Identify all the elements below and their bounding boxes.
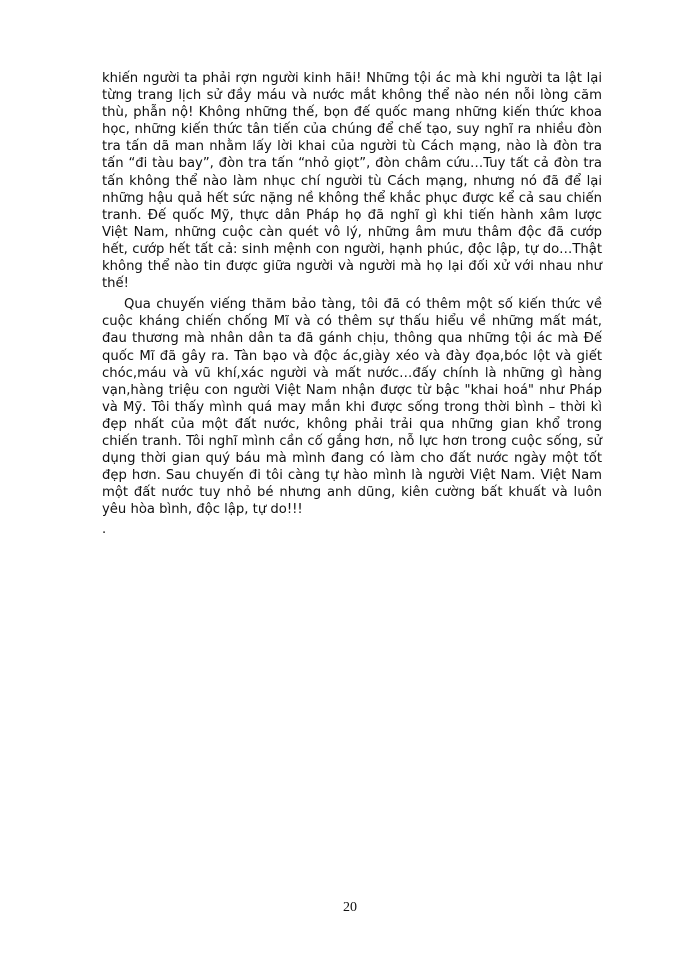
page-number: 20 xyxy=(343,900,357,915)
trailing-mark: . xyxy=(102,522,107,537)
paragraph-1: khiến người ta phải rợn người kinh hãi! Những tội ác mà khi người ta lật lại từng trang lịch sử đầy máu và nước mắt không thể nào nén nỗi lòng căm thù, phẫn nộ! Không những thế, bọn đế quốc mang những kiến thức khoa học, những kiến thức tân tiến của chúng để chế tạo, suy nghĩ ra nhiều đòn tra tấn dã man nhằm lấy lời khai của người tù Cách mạng, nào là đòn tra tấn “đi tàu bay”, đòn tra tấn “nhỏ giọt”, đòn châm cứu…Tuy tất cả đòn tra tấn không thể nào làm nhục chí người tù Cách mạng, nhưng nó đã để lại những hậu quả hết sức nặng nề không thể khắc phục được kể cả sau chiến tranh. Đế quốc Mỹ, thực dân Pháp họ đã nghĩ gì khi tiến hành xâm lược Việt Nam, những cuộc càn quét vô lý, những âm mưu thâm độc đã cướp hết, cướp hết tất cả: sinh mệnh con người, hạnh phúc, độc lập, tự do…Thật không thể nào tin được giữa người và người mà họ lại đối xử với nhau như thế! xyxy=(102,71,602,292)
body-text xyxy=(102,70,602,518)
paragraph-2: Qua chuyến viếng thăm bảo tàng, tôi đã có thêm một số kiến thức về cuộc kháng chiến chống Mĩ và có thêm sự thấu hiểu về những mất mát, đau thương mà nhân dân ta đã gánh chịu, thông qua những tội ác mà Đế quốc Mĩ đã gây ra. Tàn bạo và độc ác,giày xéo và đày đọa,bóc lột và giết chóc,máu và vũ khí,xác người và mất nước…đấy chính là những gì hàng vạn,hàng triệu con người Việt Nam nhận được từ bậc "khai hoá" như Pháp và Mỹ. Tôi thấy mình quá may mắn khi được sống trong thời bình – thời kì đẹp nhất của một đất nước, không phải trải qua những gian khổ trong chiến tranh. Tôi nghĩ mình cần cố gắng hơn, nỗ lực hơn trong cuộc sống, sử dụng thời gian quý báu mà mình đang có làm cho đất nước ngày một tốt đẹp hơn. Sau chuyến đi tôi càng tự hào mình là người Việt Nam. Việt Nam một đất nước tuy nhỏ bé nhưng anh dũng, kiên cường bất khuất và luôn yêu hòa bình, độc lập, tự do!!! xyxy=(102,297,602,518)
